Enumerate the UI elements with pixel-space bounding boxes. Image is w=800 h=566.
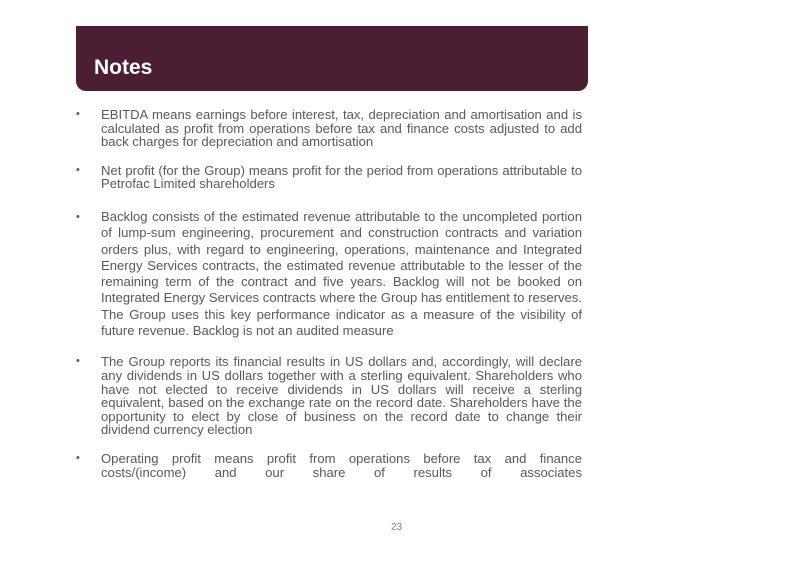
note-text: Net profit (for the Group) means profit for the period from operations attributable to Petrofac Limited shareholders	[101, 162, 582, 192]
bullet-icon: •	[76, 451, 80, 464]
page-title: Notes	[94, 56, 153, 79]
note-text: Backlog consists of the estimated revenue attributable to the uncompleted portion of lump-sum engineering, procurement and construction contracts and variation orders plus, with regard to engineering, operations, maintenance and Integrated Energy Services contracts, the estimated revenue attributable to the lesser of the remaining term of the contract and five years. Backlog will not be booked on Integrated Energy Services contracts where the Group has entitlement to reserves. The Group uses this key performance indicator as a measure of the visibility of future revenue. Backlog is not an audited measure	[101, 208, 582, 339]
bullet-icon: •	[76, 163, 80, 176]
note-text: Operating profit means profit from operations before tax and finance costs/(income) and our share of results of associates	[101, 450, 582, 480]
note-item-dividends	[76, 355, 582, 437]
bullet-icon: •	[76, 355, 80, 368]
note-item-backlog	[76, 209, 582, 339]
note-item-operating-profit	[76, 452, 582, 479]
note-item-ebitda	[76, 108, 582, 149]
bullet-icon: •	[76, 210, 80, 223]
note-text: EBITDA means earnings before interest, tax, depreciation and amortisation and is calculated as profit from operations before tax and finance costs adjusted to add back charges for depreciation and amortisation	[101, 107, 582, 150]
note-item-net-profit	[76, 164, 582, 191]
notes-list	[76, 108, 582, 479]
bullet-icon: •	[76, 108, 80, 120]
header-bar	[76, 26, 588, 91]
note-text: The Group reports its financial results in US dollars and, accordingly, will declare any dividends in US dollars together with a sterling equivalent. Shareholders who have not elected to receive dividends in US dollars will receive a sterling equivalent, based on the exchange rate on the record date. Shareholders have the opportunity to elect by close of business on the record date to change their dividend currency election	[101, 354, 582, 438]
page-number: 23	[391, 522, 403, 533]
